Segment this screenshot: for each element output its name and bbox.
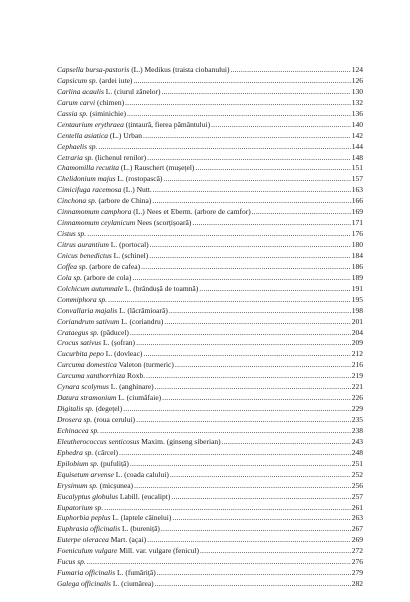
- dot-leader: [170, 470, 351, 481]
- index-entry: [57, 153, 363, 164]
- index-entry: [57, 163, 363, 174]
- entry-name: [57, 240, 149, 251]
- index-entry: [57, 76, 363, 87]
- entry-name: [57, 338, 135, 349]
- dot-leader: [155, 382, 351, 393]
- entry-name: [57, 546, 199, 557]
- entry-latin-name: Cola sp.: [57, 272, 83, 282]
- entry-page-number: 238: [351, 425, 363, 435]
- entry-page-number: 221: [351, 382, 363, 392]
- entry-page-number: 212: [351, 349, 363, 359]
- entry-latin-name: Fucus sp.: [57, 557, 86, 567]
- index-entry: [57, 470, 363, 481]
- entry-details: (arbore de cafea): [89, 261, 141, 271]
- entry-name: [57, 360, 174, 371]
- dot-leader: [100, 426, 351, 437]
- entry-name: [57, 404, 122, 415]
- entry-details: L. (rostopască): [117, 174, 163, 184]
- entry-details: (L.) Urban: [109, 130, 142, 140]
- index-entry: [57, 459, 363, 470]
- entry-page-number: 157: [351, 174, 363, 184]
- index-entry: [57, 492, 363, 503]
- entry-details: (L.) Rauschert (mușețel): [120, 163, 195, 173]
- entry-details: (roua cerului): [94, 415, 136, 424]
- entry-details: L. (bureniță): [122, 524, 160, 534]
- entry-details: Mart. (açai): [110, 535, 147, 545]
- dot-leader: [149, 251, 351, 262]
- entry-page-number: 282: [351, 579, 363, 589]
- entry-page-number: 142: [351, 130, 363, 140]
- dot-leader: [231, 65, 351, 76]
- dot-leader: [119, 448, 351, 459]
- dot-leader: [171, 492, 350, 503]
- entry-page-number: 184: [351, 250, 363, 260]
- index-entry: [57, 251, 363, 262]
- entry-page-number: 169: [351, 207, 363, 217]
- entry-page-number: 198: [351, 305, 363, 315]
- index-entry: [57, 120, 363, 131]
- entry-name: [57, 503, 103, 514]
- entry-page-number: 144: [351, 141, 363, 151]
- entry-page-number: 257: [351, 491, 363, 501]
- index-entry: [57, 481, 363, 492]
- index-list: [57, 65, 363, 590]
- entry-details: Maxim. (ginseng siberian): [141, 436, 221, 446]
- entry-name: [57, 393, 161, 404]
- entry-name: [57, 273, 131, 284]
- dot-leader: [123, 404, 351, 415]
- index-entry: [57, 503, 363, 514]
- dot-leader: [211, 120, 351, 131]
- index-entry: [57, 382, 363, 393]
- entry-details: L. (coriandru): [121, 316, 164, 326]
- entry-details: (micșunea): [99, 480, 134, 490]
- entry-details: (ardei iute): [99, 75, 133, 85]
- entry-name: [57, 371, 145, 382]
- entry-name: [57, 317, 163, 328]
- entry-name: [57, 415, 135, 426]
- entry-page-number: 130: [351, 86, 363, 96]
- dot-leader: [172, 513, 350, 524]
- entry-latin-name: Chelidonium majus: [57, 174, 116, 184]
- index-entry: [57, 415, 363, 426]
- entry-latin-name: Digitalis sp.: [57, 404, 94, 414]
- entry-details: L. (anghinare): [110, 382, 154, 392]
- entry-page-number: 180: [351, 240, 363, 249]
- dot-leader: [134, 481, 351, 492]
- dot-leader: [104, 503, 350, 514]
- entry-details: L. (fumăriță): [117, 568, 156, 578]
- entry-page-number: 186: [351, 261, 363, 271]
- entry-page-number: 272: [351, 546, 363, 556]
- entry-name: [57, 295, 107, 306]
- dot-leader: [141, 262, 351, 273]
- index-entry: [57, 437, 363, 448]
- entry-page-number: 204: [351, 327, 363, 337]
- entry-details: (L.) Medikus (traista ciobanului): [131, 65, 230, 74]
- index-entry: [57, 174, 363, 185]
- index-entry: [57, 349, 363, 360]
- dot-leader: [87, 229, 351, 240]
- entry-name: [57, 153, 146, 164]
- index-entry: [57, 284, 363, 295]
- entry-name: [57, 229, 86, 240]
- entry-latin-name: Echinacea sp.: [57, 425, 100, 435]
- entry-details: (păducel): [100, 327, 129, 337]
- index-entry: [57, 273, 363, 284]
- index-entry: [57, 371, 363, 382]
- entry-latin-name: Equisetum arvense: [57, 469, 114, 479]
- entry-details: L. (lăcrămioară): [119, 305, 168, 315]
- entry-page-number: 235: [351, 415, 363, 424]
- dot-leader: [164, 317, 351, 328]
- index-entry: [57, 426, 363, 437]
- entry-page-number: 229: [351, 404, 363, 414]
- index-entry: [57, 535, 363, 546]
- entry-latin-name: Epilobium sp.: [57, 458, 99, 468]
- dot-leader: [157, 568, 351, 579]
- entry-name: [57, 142, 97, 153]
- index-entry: [57, 328, 363, 339]
- entry-name: [57, 251, 148, 262]
- dot-leader: [163, 174, 350, 185]
- entry-name: [57, 437, 221, 448]
- dot-leader: [143, 131, 351, 142]
- entry-latin-name: Cimicifuga racemosa: [57, 185, 122, 195]
- dot-leader: [146, 371, 351, 382]
- entry-details: Nees (scorțișoară): [136, 218, 192, 228]
- dot-leader: [87, 557, 351, 568]
- entry-name: [57, 328, 129, 339]
- index-entry: [57, 557, 363, 568]
- entry-name: [57, 579, 154, 590]
- entry-name: [57, 163, 194, 174]
- entry-latin-name: Euterpe oleracea: [57, 535, 109, 545]
- entry-name: [57, 513, 171, 524]
- entry-page-number: 176: [351, 229, 363, 239]
- index-entry: [57, 65, 363, 76]
- entry-page-number: 251: [351, 458, 363, 468]
- entry-page-number: 189: [351, 272, 363, 282]
- entry-latin-name: Centella asiatica: [57, 130, 109, 140]
- entry-name: [57, 98, 124, 109]
- index-entry: [57, 218, 363, 229]
- entry-page-number: 226: [351, 393, 363, 403]
- entry-page-number: 267: [351, 524, 363, 534]
- entry-latin-name: Datura stramonium: [57, 393, 117, 403]
- index-entry: [57, 404, 363, 415]
- index-entry: [57, 185, 363, 196]
- entry-details: Valeton (turmeric): [118, 360, 174, 370]
- entry-latin-name: Cetraria sp.: [57, 152, 94, 162]
- index-entry: [57, 579, 363, 590]
- dot-leader: [153, 185, 351, 196]
- dot-leader: [136, 338, 351, 349]
- entry-page-number: 140: [351, 119, 363, 129]
- dot-leader: [199, 284, 351, 295]
- entry-name: [57, 524, 160, 535]
- entry-latin-name: Cnicus benedictus: [57, 250, 112, 260]
- entry-latin-name: Eucalyptus globulus: [57, 491, 119, 501]
- index-entry: [57, 229, 363, 240]
- entry-latin-name: Coriandrum sativum: [57, 316, 120, 326]
- dot-leader: [125, 98, 351, 109]
- entry-details: L. (ciumărea): [112, 579, 154, 589]
- index-entry: [57, 524, 363, 535]
- entry-details: (cârcel): [95, 447, 119, 457]
- index-entry: [57, 306, 363, 317]
- index-entry: [57, 98, 363, 109]
- entry-name: [57, 87, 161, 98]
- entry-details: (pufuliță): [100, 458, 129, 468]
- entry-latin-name: Drosera sp.: [57, 415, 93, 424]
- entry-name: [57, 120, 210, 131]
- dot-leader: [147, 535, 351, 546]
- entry-name: [57, 448, 118, 459]
- entry-latin-name: Cucurbita pepo: [57, 349, 104, 359]
- entry-latin-name: Chamomilla recutita: [57, 163, 120, 173]
- entry-latin-name: Eleutherococcus senticosus: [57, 436, 140, 446]
- dot-leader: [132, 273, 350, 284]
- index-entry: [57, 142, 363, 153]
- entry-name: [57, 349, 142, 360]
- entry-name: [57, 65, 230, 76]
- entry-name: [57, 174, 162, 185]
- entry-details: L. (dovleac): [105, 349, 143, 359]
- dot-leader: [143, 349, 350, 360]
- entry-latin-name: Capsella bursa-pastoris: [57, 65, 130, 74]
- entry-page-number: 191: [351, 283, 363, 293]
- dot-leader: [98, 142, 350, 153]
- index-entry: [57, 338, 363, 349]
- entry-name: [57, 492, 170, 503]
- entry-page-number: 136: [351, 108, 363, 118]
- entry-page-number: 216: [351, 360, 363, 370]
- entry-latin-name: Centaurium erythraea: [57, 119, 124, 129]
- entry-page-number: 151: [351, 163, 363, 173]
- dot-leader: [127, 109, 351, 120]
- entry-details: (L.) Nees et Eberm. (arbore de camfor): [133, 207, 251, 217]
- entry-details: (chimen): [97, 97, 125, 107]
- entry-latin-name: Capsicum sp.: [57, 75, 98, 85]
- entry-page-number: 209: [351, 338, 363, 348]
- entry-details: L. (ciumăfaie): [118, 393, 162, 403]
- dot-leader: [133, 76, 350, 87]
- entry-details: (arbore de cola): [83, 272, 132, 282]
- index-entry: [57, 546, 363, 557]
- entry-details: L. (laptele câinelui): [112, 513, 172, 523]
- entry-latin-name: Cynara scolymus: [57, 382, 109, 392]
- entry-name: [57, 76, 132, 87]
- dot-leader: [108, 295, 351, 306]
- dot-leader: [136, 415, 351, 426]
- dot-leader: [155, 579, 351, 590]
- entry-name: [57, 218, 191, 229]
- entry-page-number: 132: [351, 97, 363, 107]
- entry-details: Labill. (eucalipt): [119, 491, 171, 501]
- entry-latin-name: Cephaelis sp.: [57, 141, 98, 151]
- dot-leader: [192, 218, 350, 229]
- dot-leader: [152, 196, 350, 207]
- entry-name: [57, 382, 154, 393]
- entry-page-number: 166: [351, 196, 363, 206]
- entry-page-number: 263: [351, 513, 363, 523]
- index-entry: [57, 240, 363, 251]
- entry-name: [57, 196, 151, 207]
- index-entry: [57, 262, 363, 273]
- index-entry: [57, 87, 363, 98]
- entry-latin-name: Fumaria officinalis: [57, 568, 116, 578]
- entry-latin-name: Foeniculum vulgare: [57, 546, 118, 556]
- entry-latin-name: Carum carvi: [57, 97, 96, 107]
- entry-name: [57, 185, 152, 196]
- dot-leader: [222, 437, 351, 448]
- entry-page-number: 256: [351, 480, 363, 490]
- dot-leader: [252, 207, 351, 218]
- entry-page-number: 248: [351, 447, 363, 457]
- index-entry: [57, 109, 363, 120]
- index-entry: [57, 393, 363, 404]
- entry-latin-name: Cinnamomum camphora: [57, 207, 132, 217]
- entry-details: Mill. var. vulgare (fenicul): [119, 546, 199, 556]
- entry-details: (L.) Nutt.: [123, 185, 152, 195]
- entry-latin-name: Ephedra sp.: [57, 447, 94, 457]
- dot-leader: [162, 393, 351, 404]
- entry-name: [57, 481, 133, 492]
- entry-page-number: 126: [351, 75, 363, 85]
- entry-name: [57, 109, 126, 120]
- index-entry: [57, 131, 363, 142]
- index-entry: [57, 448, 363, 459]
- entry-latin-name: Curcuma xanthorrhiza: [57, 371, 126, 381]
- entry-name: [57, 284, 198, 295]
- index-entry: [57, 295, 363, 306]
- entry-latin-name: Euphorbia peplus: [57, 513, 111, 523]
- dot-leader: [175, 360, 351, 371]
- entry-latin-name: Erysimum sp.: [57, 480, 98, 490]
- entry-details: (arbore de China): [98, 196, 152, 206]
- dot-leader: [162, 87, 351, 98]
- entry-name: [57, 470, 169, 481]
- index-entry: [57, 207, 363, 218]
- entry-name: [57, 557, 86, 568]
- entry-page-number: 261: [351, 502, 363, 512]
- index-entry: [57, 317, 363, 328]
- entry-details: (lichenul renilor): [95, 152, 147, 162]
- entry-name: [57, 207, 251, 218]
- entry-latin-name: Eupatorium sp.: [57, 502, 104, 512]
- entry-name: [57, 262, 140, 273]
- dot-leader: [169, 306, 351, 317]
- entry-page-number: 201: [351, 316, 363, 326]
- entry-latin-name: Curcuma domestica: [57, 360, 117, 370]
- entry-details: (țintaură, fierea pământului): [125, 119, 211, 129]
- entry-name: [57, 426, 99, 437]
- entry-latin-name: Galega officinalis: [57, 579, 111, 589]
- dot-leader: [150, 240, 351, 251]
- entry-name: [57, 306, 168, 317]
- entry-page-number: 219: [351, 371, 363, 381]
- entry-page-number: 163: [351, 185, 363, 195]
- entry-details: L. (portocal): [110, 240, 149, 249]
- dot-leader: [130, 328, 351, 339]
- entry-details: L. (brândușă de toamnă): [124, 283, 199, 293]
- entry-latin-name: Cinchona sp.: [57, 196, 97, 206]
- entry-details: L. (șofran): [102, 338, 136, 348]
- entry-page-number: 148: [351, 152, 363, 162]
- dot-leader: [195, 163, 350, 174]
- entry-latin-name: Convallaria majalis: [57, 305, 118, 315]
- entry-name: [57, 459, 129, 470]
- entry-details: Roxb.: [127, 371, 146, 381]
- index-entry: [57, 513, 363, 524]
- entry-latin-name: Colchicum autumnale: [57, 283, 124, 293]
- entry-name: [57, 535, 146, 546]
- entry-page-number: 243: [351, 436, 363, 446]
- dot-leader: [200, 546, 351, 557]
- entry-details: L. (schinel): [113, 250, 149, 260]
- entry-latin-name: Euphrasia officinalis: [57, 524, 121, 534]
- entry-page-number: 269: [351, 535, 363, 545]
- index-entry: [57, 568, 363, 579]
- entry-details: L. (coada calului): [115, 469, 169, 479]
- entry-latin-name: Citrus aurantium: [57, 240, 109, 249]
- entry-page-number: 171: [351, 218, 363, 228]
- entry-details: (siminichie): [89, 108, 126, 118]
- entry-latin-name: Coffea sp.: [57, 261, 88, 271]
- entry-page-number: 276: [351, 557, 363, 567]
- entry-page-number: 195: [351, 294, 363, 304]
- entry-name: [57, 568, 156, 579]
- entry-page-number: 124: [351, 65, 363, 74]
- entry-page-number: 279: [351, 568, 363, 578]
- entry-latin-name: Crataegus sp.: [57, 327, 99, 337]
- index-entry: [57, 196, 363, 207]
- entry-latin-name: Crocus sativus: [57, 338, 102, 348]
- entry-latin-name: Cassia sp.: [57, 108, 88, 118]
- entry-latin-name: Cinnamomum ceylanicum: [57, 218, 136, 228]
- entry-name: [57, 131, 142, 142]
- dot-leader: [147, 153, 351, 164]
- dot-leader: [161, 524, 351, 535]
- index-entry: [57, 360, 363, 371]
- dot-leader: [130, 459, 351, 470]
- entry-page-number: 252: [351, 469, 363, 479]
- entry-details: (degețel): [95, 404, 123, 414]
- entry-latin-name: Commiphora sp.: [57, 294, 108, 304]
- entry-latin-name: Carlina acaulis: [57, 86, 104, 96]
- entry-latin-name: Cistus sp.: [57, 229, 87, 239]
- entry-details: L. (ciurul zânelor): [105, 86, 161, 96]
